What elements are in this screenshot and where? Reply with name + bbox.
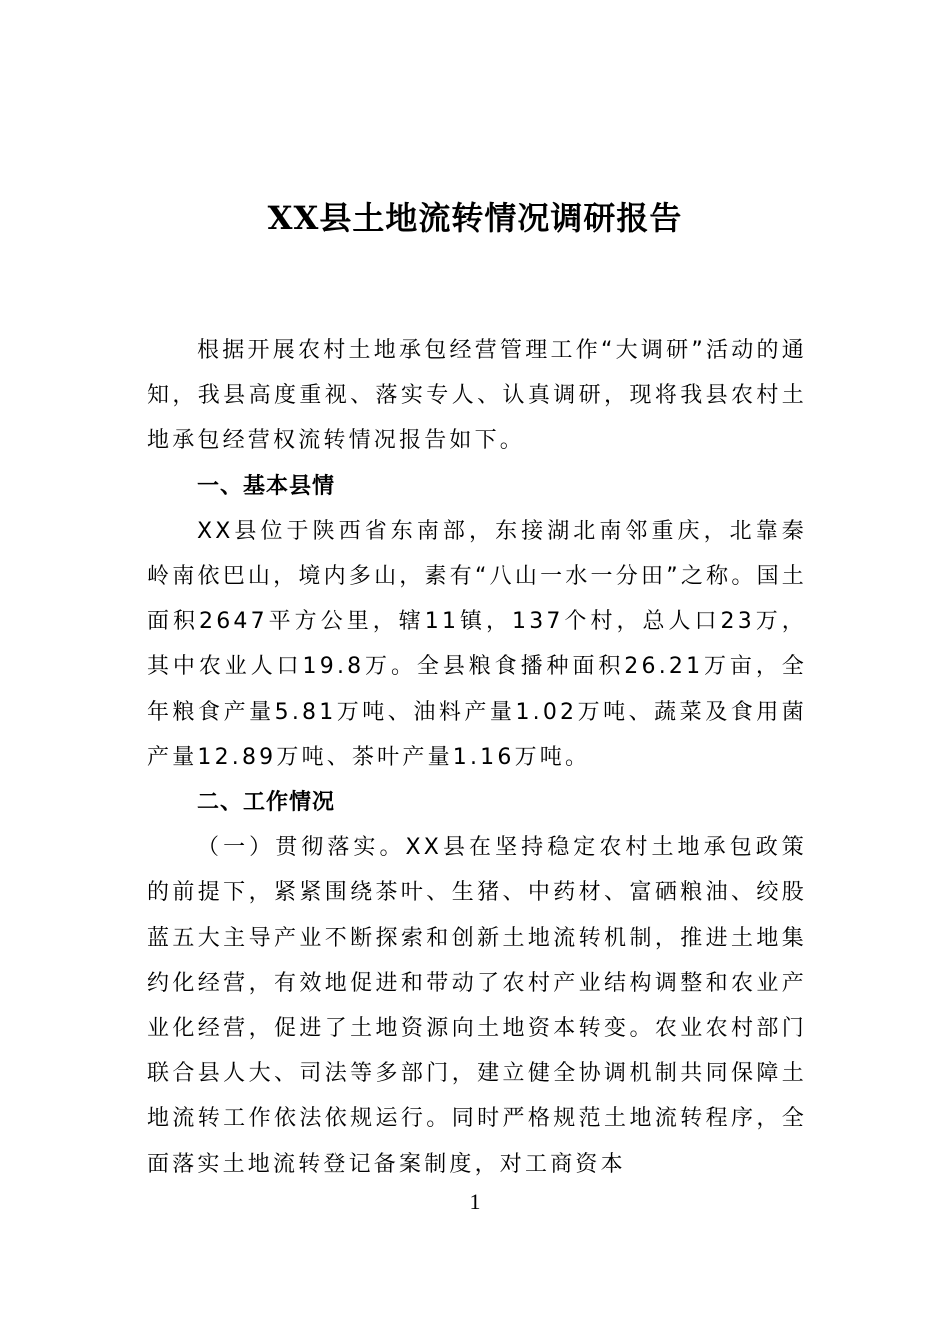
subsection-text: XX县在坚持稳定农村土地承包政策的前提下，紧紧围绕茶叶、生猪、中药材、富硒粮油、绞股蓝五大主导产业不断探索和创新土地流转机制，推进土地集约化经营，有效地促进和带动了农村产业结构调整和农业产业化经营，促进了土地资源向土地资本转变。农业农村部门联合县人大、司法等多部门，建立健全协调机制共同保障土地流转工作依法依规运行。同时严格规范土地流转程序，全面落实土地流转登记备案制度，对工商资本 [147,835,807,1177]
section-paragraph-basic-info: XX县位于陕西省东南部，东接湖北南邻重庆，北靠秦岭南依巴山，境内多山，素有“八山一水一分田”之称。国土面积2647平方公里，辖11镇，137个村，总人口23万，其中农业人口19.8万。全县粮食播种面积26.21万亩，全年粮食产量5.81万吨、油料产量1.02万吨、蔬菜及食用菌产量12.89万吨、茶叶产量1.16万吨。 [147,518,807,770]
section-heading-basic-info: 一、基本县情 [197,473,336,499]
intro-paragraph: 根据开展农村土地承包经营管理工作“大调研”活动的通知，我县高度重视、落实专人、认真调研，现将我县农村土地承包经营权流转情况报告如下。 [147,338,807,454]
page-number: 1 [469,1189,481,1214]
document-body [147,328,807,1187]
subsection-paragraph-implementation [147,825,807,1187]
subsection-label: （一）贯彻落实。 [197,835,406,861]
document-title: XX县土地流转情况调研报告 [267,199,683,237]
section-heading-work-status: 二、工作情况 [197,790,336,816]
